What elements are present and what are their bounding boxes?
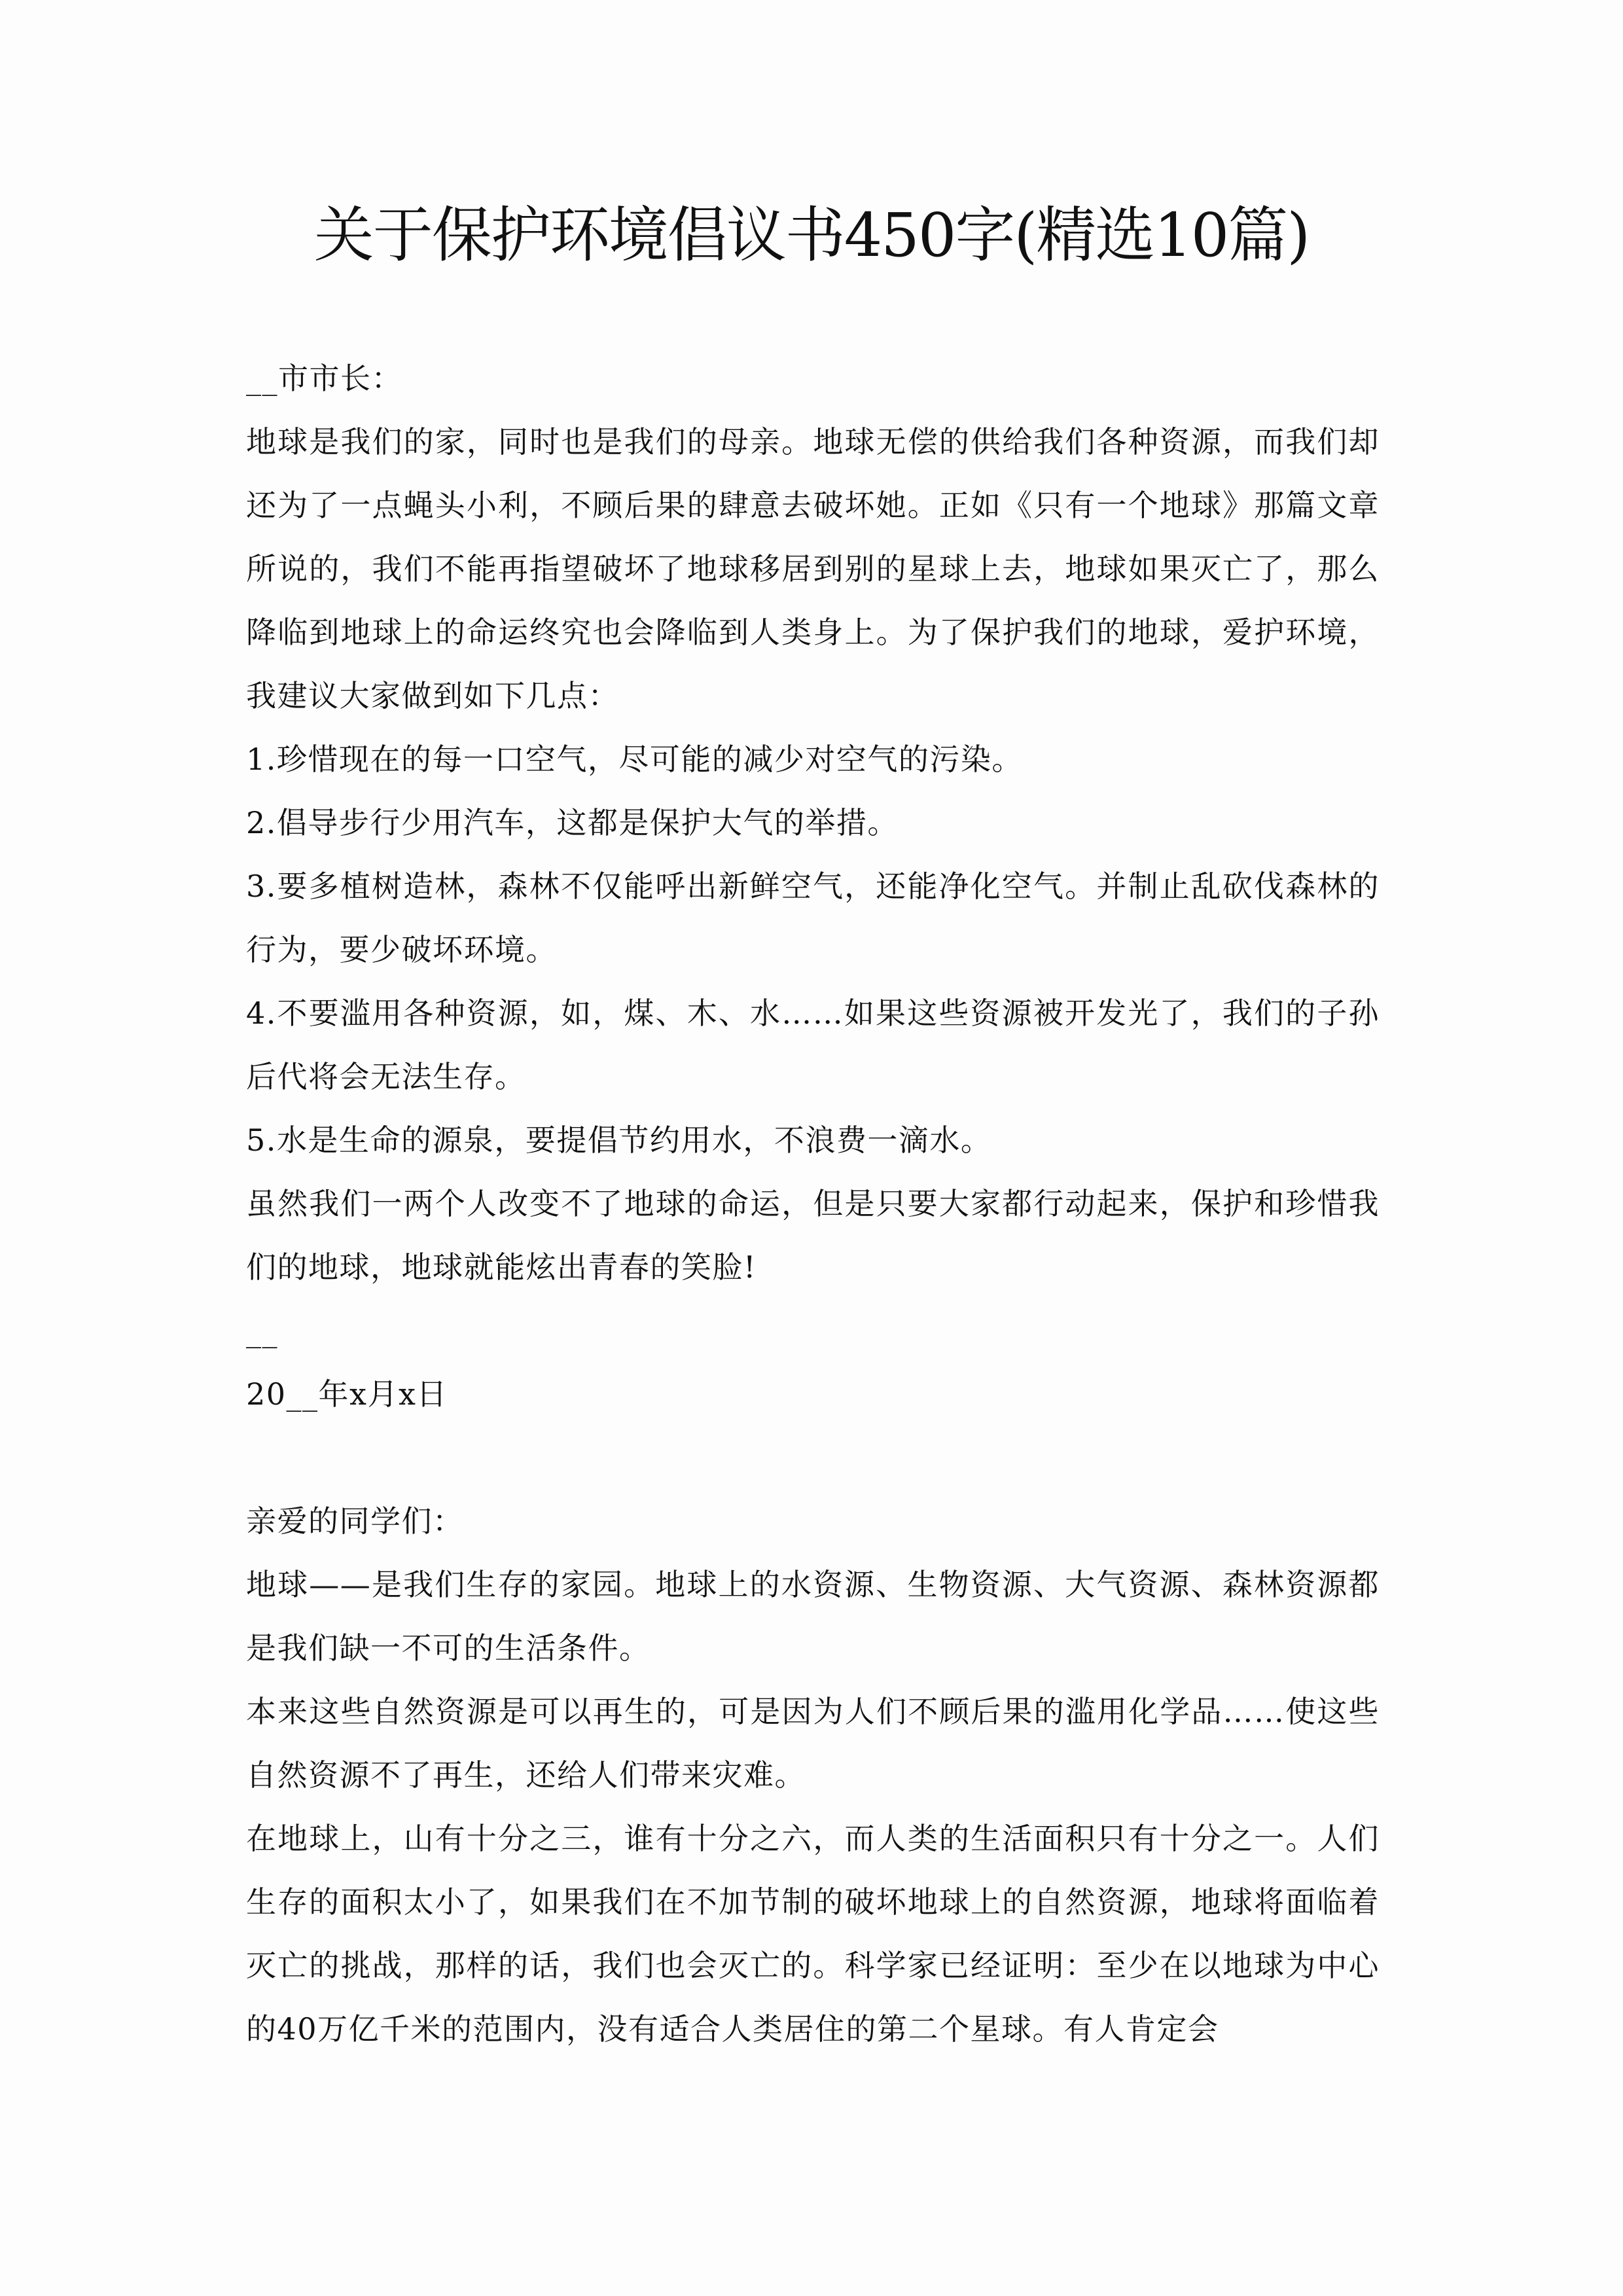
letter-1-item-3: 3.要多植树造林，森林不仅能呼出新鲜空气，还能净化空气。并制止乱砍伐森林的行为，要少破坏环境。 — [246, 869, 1380, 967]
letter-1-signature: __ — [246, 1313, 278, 1348]
letter-1-paragraph-intro: 地球是我们的家，同时也是我们的母亲。地球无偿的供给我们各种资源，而我们却还为了一点蝇头小利，不顾后果的肆意去破坏她。正如《只有一个地球》那篇文章所说的，我们不能再指望破坏了地球移居到别的星球上去，地球如果灭亡了，那么降临到地球上的命运终究也会降临到人类身上。为了保护我们的地球，爱护环境，我建议大家做到如下几点： — [246, 424, 1380, 713]
letter-1-item-5: 5.水是生命的源泉，要提倡节约用水，不浪费一滴水。 — [246, 1122, 992, 1158]
document-title: 关于保护环境倡议书450字(精选10篇) — [313, 200, 1310, 270]
letter-1-item-1: 1.珍惜现在的每一口空气，尽可能的减少对空气的污染。 — [246, 742, 1023, 777]
letter-1-item-2: 2.倡导步行少用汽车，这都是保护大气的举措。 — [246, 805, 899, 840]
letter-2-paragraph-2: 本来这些自然资源是可以再生的，可是因为人们不顾后果的滥用化学品……使这些自然资源不了再生，还给人们带来灾难。 — [246, 1694, 1380, 1793]
letter-2-salutation: 亲爱的同学们： — [246, 1503, 464, 1539]
document-body — [246, 347, 1380, 2061]
letter-1-date: 20__年x月x日 — [246, 1376, 448, 1412]
letter-1-item-4: 4.不要滥用各种资源，如，煤、木、水……如果这些资源被开发光了，我们的子孙后代将会无法生存。 — [246, 996, 1380, 1094]
letter-2-paragraph-1: 地球——是我们生存的家园。地球上的水资源、生物资源、大气资源、森林资源都是我们缺一不可的生活条件。 — [246, 1567, 1380, 1666]
letter-2-paragraph-3: 在地球上，山有十分之三，谁有十分之六，而人类的生活面积只有十分之一。人们生存的面积太小了，如果我们在不加节制的破坏地球上的自然资源，地球将面临着灭亡的挑战，那样的话，我们也会灭亡的。科学家已经证明：至少在以地球为中心的40万亿千米的范围内，没有适合人类居住的第二个星球。有人肯定会 — [246, 1821, 1380, 2047]
letter-1-salutation: __市市长： — [246, 361, 402, 396]
letter-1 — [246, 347, 1380, 1426]
section-divider-space — [246, 1426, 1380, 1490]
letter-2 — [246, 1490, 1380, 2061]
letter-1-closing: 虽然我们一两个人改变不了地球的命运，但是只要大家都行动起来，保护和珍惜我们的地球，地球就能炫出青春的笑脸! — [246, 1186, 1380, 1285]
